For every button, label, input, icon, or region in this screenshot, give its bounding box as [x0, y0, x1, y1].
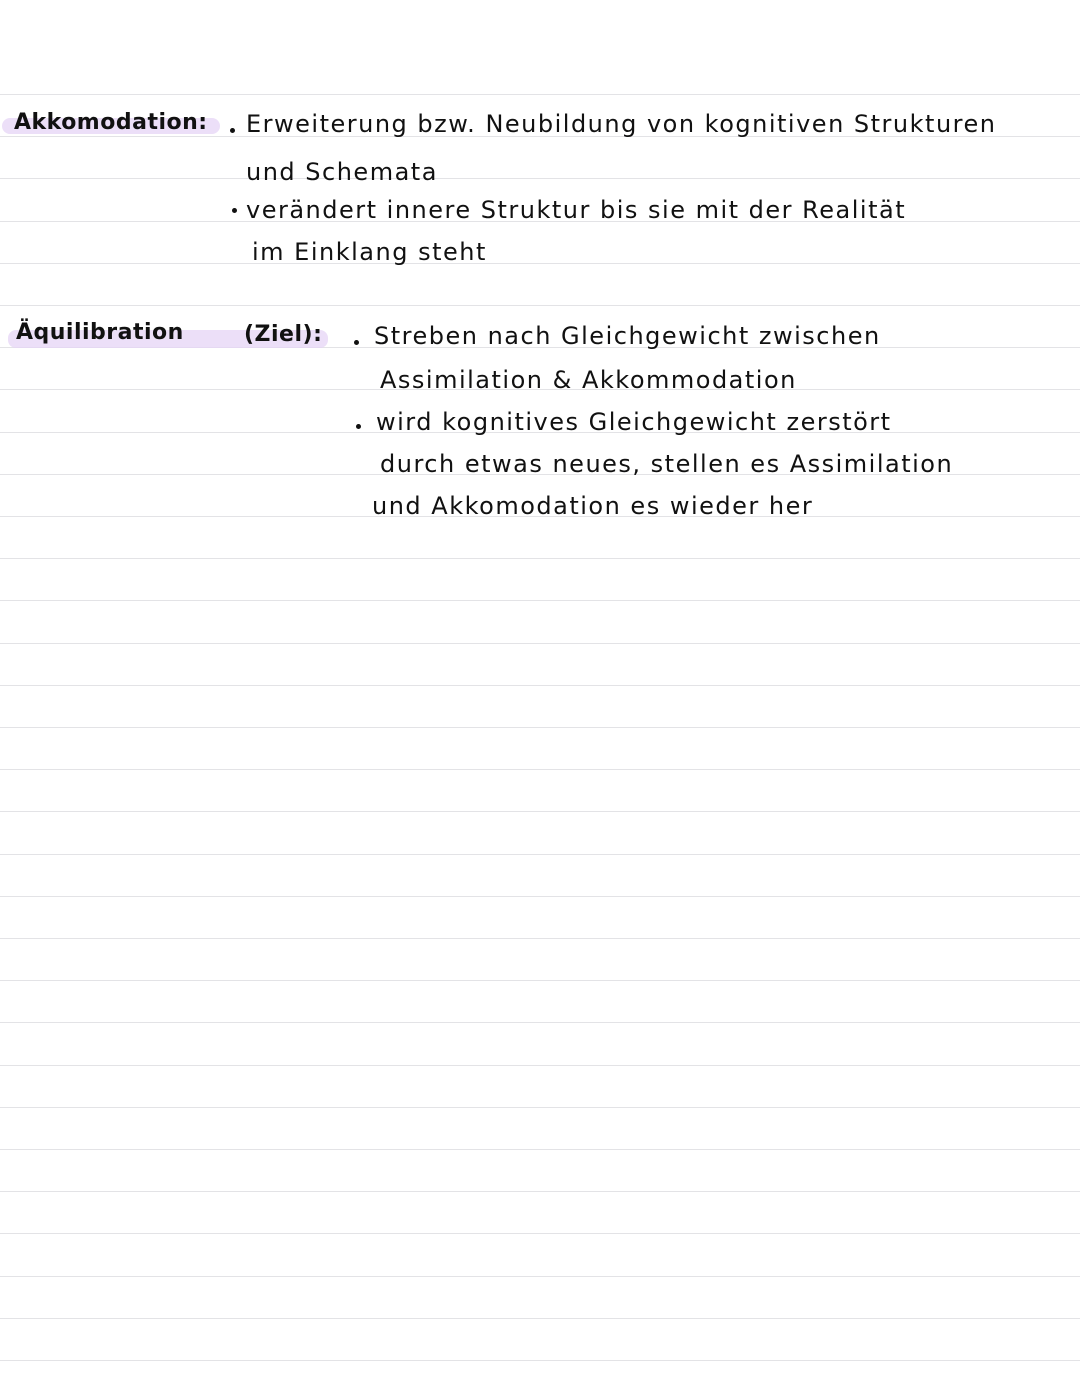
- ruled-line: [0, 178, 1080, 179]
- ruled-line: [0, 769, 1080, 770]
- ruled-line: [0, 305, 1080, 306]
- ruled-line: [0, 685, 1080, 686]
- term-aequilibration: Äquilibration: [16, 320, 184, 345]
- ruled-line: [0, 896, 1080, 897]
- ruled-line: [0, 558, 1080, 559]
- ruled-line: [0, 600, 1080, 601]
- ruled-line: [0, 263, 1080, 264]
- ruled-line: [0, 1360, 1080, 1361]
- aequilibration-bullet-1-line-1: Streben nach Gleichgewicht zwischen: [374, 322, 881, 350]
- ruled-line: [0, 727, 1080, 728]
- aequilibration-bullet-2-line-1: wird kognitives Gleichgewicht zerstört: [376, 408, 892, 436]
- ruled-line: [0, 854, 1080, 855]
- ruled-line: [0, 1191, 1080, 1192]
- ruled-line: [0, 643, 1080, 644]
- ruled-line: [0, 1233, 1080, 1234]
- bullet-dot: [232, 208, 237, 213]
- ruled-line: [0, 94, 1080, 95]
- term-qualifier-ziel: (Ziel):: [244, 322, 323, 347]
- ruled-line: [0, 1276, 1080, 1277]
- ruled-line: [0, 1318, 1080, 1319]
- bullet-dot: [354, 340, 359, 345]
- aequilibration-bullet-2-line-2: durch etwas neues, stellen es Assimilation: [380, 450, 954, 478]
- aequilibration-bullet-2-line-3: und Akkomodation es wieder her: [372, 492, 814, 520]
- akkomodation-bullet-1-line-1: Erweiterung bzw. Neubildung von kognitiven Strukturen: [246, 110, 997, 138]
- akkomodation-bullet-2-line-1: verändert innere Struktur bis sie mit der Realität: [246, 196, 907, 224]
- bullet-dot: [356, 424, 361, 429]
- term-akkomodation: Akkomodation:: [14, 110, 208, 135]
- ruled-line: [0, 938, 1080, 939]
- ruled-line: [0, 811, 1080, 812]
- aequilibration-bullet-1-line-2: Assimilation & Akkommodation: [380, 366, 797, 394]
- ruled-line: [0, 1022, 1080, 1023]
- akkomodation-bullet-2-line-2: im Einklang steht: [252, 238, 487, 266]
- ruled-line: [0, 1149, 1080, 1150]
- akkomodation-bullet-1-line-2: und Schemata: [246, 158, 438, 186]
- bullet-dot: [230, 128, 235, 133]
- ruled-line: [0, 980, 1080, 981]
- ruled-line: [0, 1065, 1080, 1066]
- ruled-line: [0, 1107, 1080, 1108]
